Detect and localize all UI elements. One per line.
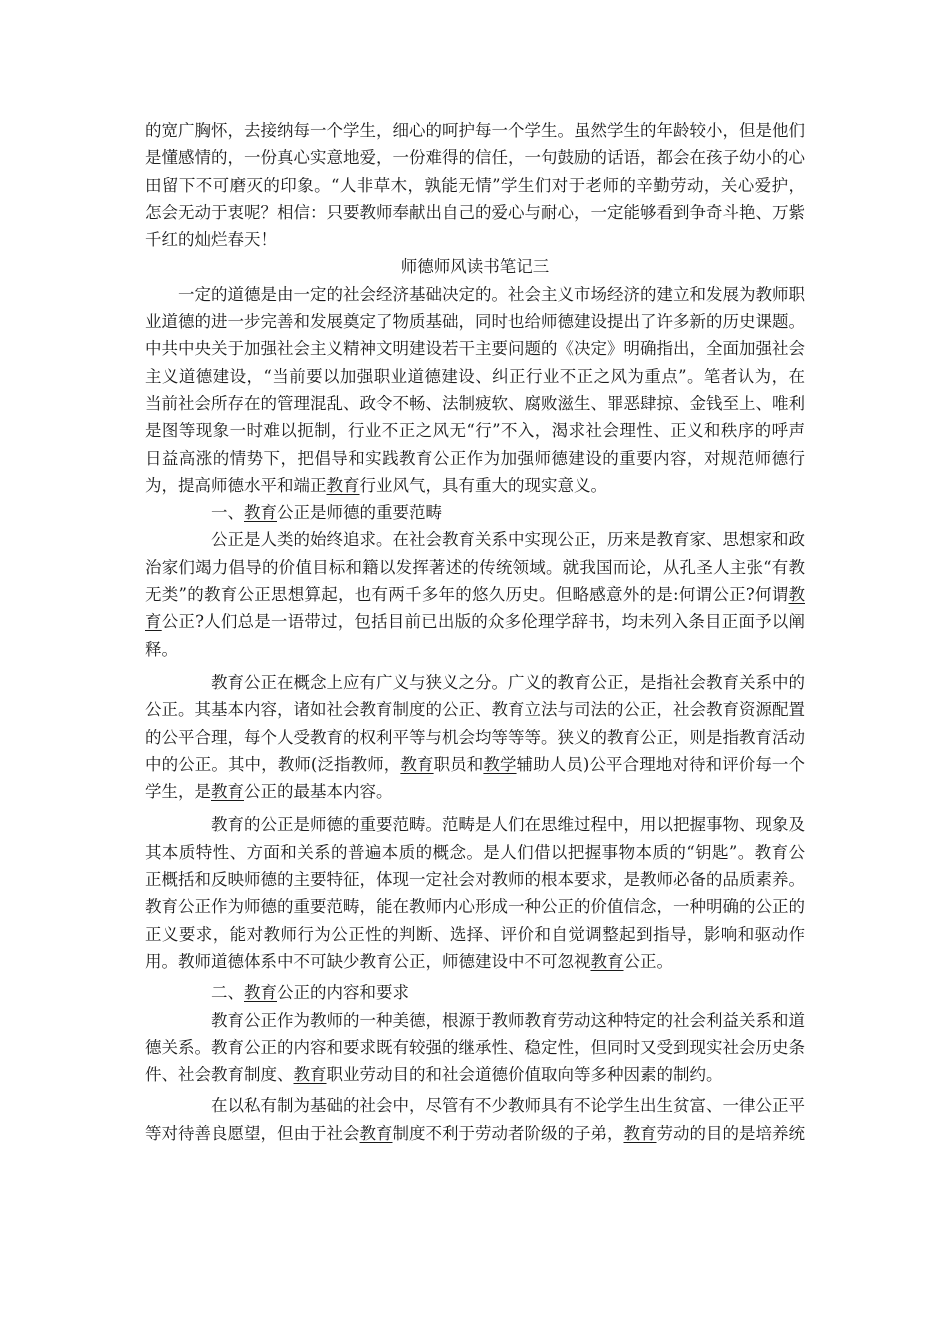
paragraph-7-link-education[interactable]: 教育 — [359, 1123, 393, 1143]
paragraph-4-text-c: 辅助人员)公平合理地对待和评价每一个学生，是 — [145, 754, 806, 802]
paragraph-4 — [145, 669, 805, 805]
paragraph-6-link-education[interactable]: 教育 — [293, 1065, 327, 1085]
paragraph-3-text-b: 公正?人们总是一语带过，包括目前已出版的众多伦理学辞书，均未列入条目正面予以阐释。 — [145, 612, 805, 659]
heading-2-link-education[interactable]: 教育 — [244, 983, 277, 1003]
paragraph-4-text-b: 职员和 — [433, 754, 484, 774]
paragraph-3-text-a: 公正是人类的始终追求。在社会教育关系中实现公正，历来是教育家、思想家和政治家们竭力倡导的价值目标和籍以发挥著述的传统领域。就我国而论，从孔圣人主张“有教无类”的教育公正思想算起，也有两千多年的悠久历史。但略感意外的是:何谓公正?何谓 — [145, 530, 805, 605]
paragraph-5 — [145, 811, 805, 975]
paragraph-6-text-a: 教育公正作为教师的一种美德，根源于教师教育劳动这种特定的社会利益关系和道德关系。教育公正的内容和要求既有较强的继承性、稳定性，但同时又受到现实社会历史条件、社会教育制度、 — [145, 1010, 805, 1085]
paragraph-2-link-education[interactable]: 教育 — [326, 475, 360, 495]
paragraph-4-text-a: 教育公正在概念上应有广义与狭义之分。广义的教育公正，是指社会教育关系中的公正。其基本内容，诸如社会教育制度的公正、教育立法与司法的公正，社会教育资源配置的公平合理，每个人受教育的权利平等与机会均等等等。狭义的教育公正，则是指教育活动中的公正。其中，教师(泛指教师， — [145, 672, 805, 774]
paragraph-2-text-b: 行业风气，具有重大的现实意义。 — [359, 475, 607, 495]
paragraph-4-link-education[interactable]: 教育 — [400, 754, 434, 774]
paragraph-intro: 的宽广胸怀，去接纳每一个学生，细心的呵护每一个学生。虽然学生的年龄较小，但是他们是懂感情的，一份真心实意地爱，一份难得的信任，一句鼓励的话语，都会在孩子幼小的心田留下不可磨灭的印象。“人非草木，孰能无情”学生们对于老师的辛勤劳动，关心爱护，怎会无动于衷呢？相信：只要教师奉献出自己的爱心与耐心，一定能够看到争奇斗艳、万紫千红的灿烂春天！ — [145, 121, 805, 250]
paragraph-7-text-a: 在以私有制为基础的社会中，尽管有不少教师具有不论学生出生贫富、一律公正平等对待善良愿望，但由于社会 — [145, 1096, 805, 1143]
paragraph-7-link-education-2[interactable]: 教育 — [623, 1123, 657, 1143]
paragraph-4-link-teaching[interactable]: 教学 — [483, 754, 517, 774]
paragraph-3-link-education[interactable]: 教育 — [145, 585, 805, 632]
paragraph-6 — [145, 1007, 805, 1089]
paragraph-7 — [145, 1092, 805, 1147]
heading-1-suffix: 公正是师德的重要范畴 — [277, 503, 442, 523]
paragraph-2 — [145, 335, 805, 499]
paragraph-5-link-education[interactable]: 教育 — [590, 951, 624, 971]
paragraph-7-text-c: 劳动的目的是培养统 — [656, 1123, 805, 1143]
paragraph-7-text-b: 制度不利于劳动者阶级的子弟， — [392, 1123, 624, 1143]
heading-1-prefix: 一、 — [211, 503, 244, 523]
paragraph-4-text-d: 公正的最基本内容。 — [244, 782, 393, 802]
heading-1-link-education[interactable]: 教育 — [244, 503, 277, 523]
paragraph-1: 一定的道德是由一定的社会经济基础决定的。社会主义市场经济的建立和发展为教师职业道德的进一步完善和发展奠定了物质基础，同时也给师德建设提出了许多新的历史课题。 — [145, 284, 805, 332]
paragraph-3 — [145, 526, 805, 662]
paragraph-4-link-education-2[interactable]: 教育 — [211, 782, 244, 802]
document-body — [145, 117, 805, 1147]
paragraph-6-text-b: 职业劳动目的和社会道德价值取向等多种因素的制约。 — [326, 1065, 723, 1085]
paragraph-5-text-b: 公正。 — [623, 951, 673, 971]
section-title: 师德师风读书笔记三 — [400, 257, 550, 277]
paragraph-2-text-a: 中共中央关于加强社会主义精神文明建设若干主要问题的《决定》明确指出，全面加强社会主义道德建设，“当前要以加强职业道德建设、纠正行业不正之风为重点”。笔者认为，在当前社会所存在的管理混乱、政令不畅、法制疲软、腐败滋生、罪恶肆掠、金钱至上、唯利是图等现象一时难以扼制，行业不正之风无“行”不入，渴求社会理性、正义和秩序的呼声日益高涨的情势下，把倡导和实践教育公正作为加强师德建设的重要内容，对规范师德行为，提高师德水平和端正 — [145, 339, 805, 495]
paragraph-5-text-a: 教育的公正是师德的重要范畴。范畴是人们在思维过程中，用以把握事物、现象及其本质特性、方面和关系的普遍本质的概念。是人们借以把握事物本质的“钥匙”。教育公正概括和反映师德的主要特征，体现一定社会对教师的根本要求，是教师必备的品质素养。教育公正作为师德的重要范畴，能在教师内心形成一种公正的价值信念，一种明确的公正的正义要求，能对教师行为公正性的判断、选择、评价和自觉调整起到指导，影响和驱动作用。教师道德体系中不可缺少教育公正，师德建设中不可忽视 — [145, 815, 805, 971]
heading-2-suffix: 公正的内容和要求 — [277, 983, 409, 1003]
heading-1 — [145, 499, 805, 526]
heading-2-prefix: 二、 — [211, 983, 244, 1003]
heading-2 — [145, 979, 805, 1006]
